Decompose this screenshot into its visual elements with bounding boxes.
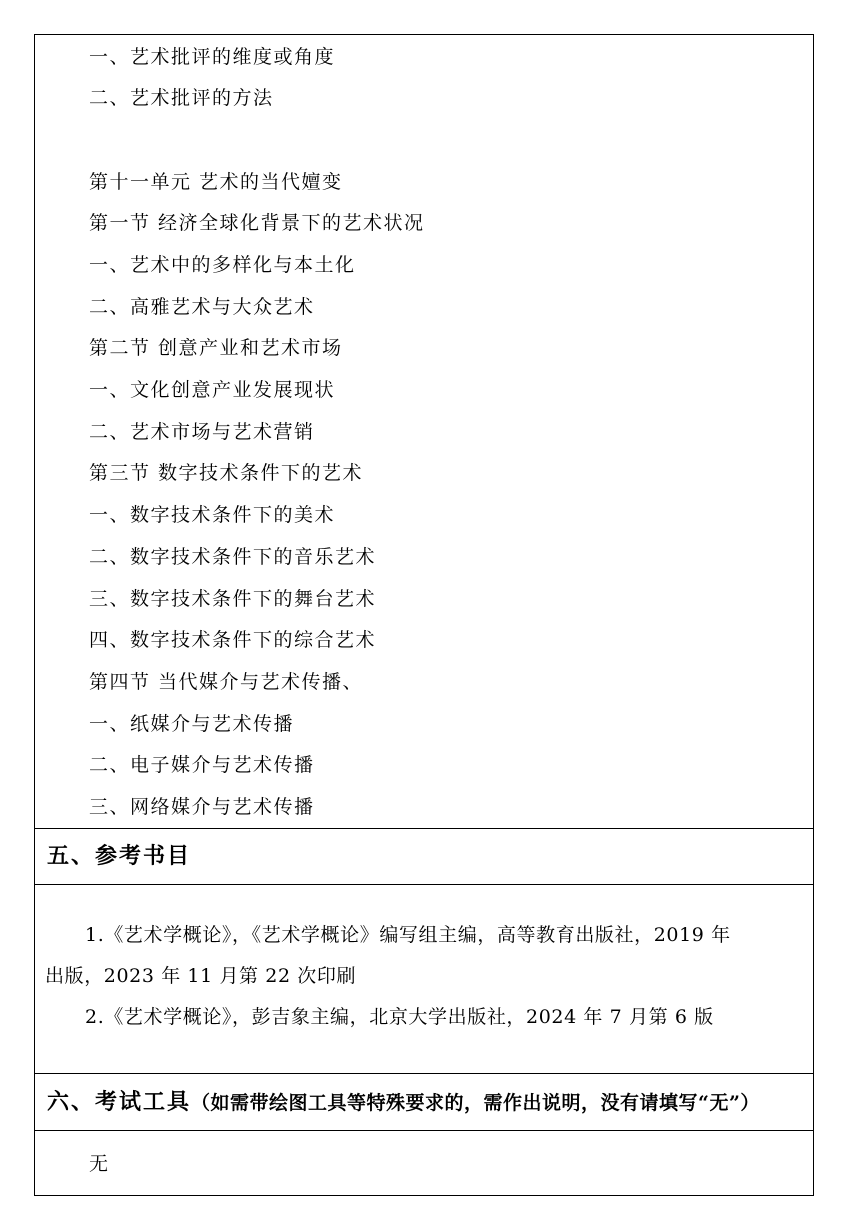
exam-tools-header (47, 1087, 760, 1118)
outline-line: 第一节 经济全球化背景下的艺术状况 (89, 212, 425, 234)
outline-line: 一、数字技术条件下的美术 (89, 504, 336, 526)
outline-section (35, 35, 813, 828)
exam-tools-value: 无 (89, 1153, 110, 1175)
document-table (34, 34, 814, 1196)
divider (35, 828, 813, 829)
references-title: 五、参考书目 (47, 843, 192, 869)
outline-line: 第三节 数字技术条件下的艺术 (89, 462, 364, 484)
reference-item-1-line-2: 出版，2023 年 11 月第 22 次印刷 (45, 965, 357, 987)
divider (35, 1073, 813, 1074)
outline-line: 三、网络媒介与艺术传播 (89, 796, 315, 818)
outline-line: 三、数字技术条件下的舞台艺术 (89, 588, 377, 610)
divider (35, 1130, 813, 1131)
reference-item-2: 2.《艺术学概论》，彭吉象主编，北京大学出版社，2024 年 7 月第 6 版 (85, 1006, 714, 1028)
reference-item-1-line-1: 1.《艺术学概论》，《艺术学概论》编写组主编，高等教育出版社，2019 年 (85, 924, 731, 946)
outline-line: 二、高雅艺术与大众艺术 (89, 296, 315, 318)
outline-line: 一、纸媒介与艺术传播 (89, 713, 295, 735)
outline-line: 一、文化创意产业发展现状 (89, 379, 336, 401)
outline-line: 第四节 当代媒介与艺术传播、 (89, 671, 364, 693)
references-body (35, 884, 813, 1073)
outline-line: 第十一单元 艺术的当代嬗变 (89, 171, 343, 193)
outline-line: 二、艺术市场与艺术营销 (89, 421, 315, 443)
outline-line: 第二节 创意产业和艺术市场 (89, 337, 343, 359)
exam-tools-note: （如需带绘图工具等特殊要求的，需作出说明，没有请填写“无”） (191, 1092, 760, 1114)
exam-tools-title: 六、考试工具 (47, 1089, 192, 1115)
outline-line: 二、电子媒介与艺术传播 (89, 754, 315, 776)
outline-line: 二、艺术批评的方法 (89, 87, 274, 109)
outline-line: 四、数字技术条件下的综合艺术 (89, 629, 377, 651)
outline-line: 一、艺术中的多样化与本土化 (89, 254, 356, 276)
outline-line: 二、数字技术条件下的音乐艺术 (89, 546, 377, 568)
outline-line: 一、艺术批评的维度或角度 (89, 46, 336, 68)
